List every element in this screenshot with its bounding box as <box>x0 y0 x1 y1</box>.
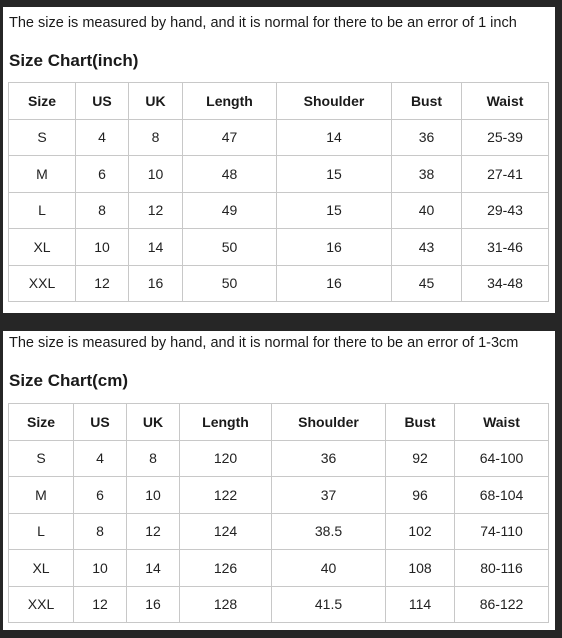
cell-waist: 34-48 <box>462 265 549 302</box>
cell-uk: 16 <box>127 586 180 623</box>
cell-size: L <box>9 192 76 229</box>
header-waist: Waist <box>462 83 549 120</box>
table-row <box>9 156 549 193</box>
cell-size: XL <box>9 550 74 587</box>
cell-us: 12 <box>76 265 129 302</box>
header-size: Size <box>9 404 74 441</box>
cell-bust: 114 <box>386 586 455 623</box>
table-header-row <box>9 404 549 441</box>
cell-shoulder: 15 <box>277 192 392 229</box>
cell-us: 10 <box>74 550 127 587</box>
cell-us: 4 <box>76 119 129 156</box>
table-row <box>9 586 549 623</box>
size-chart-inch-panel <box>3 7 555 313</box>
cell-bust: 45 <box>392 265 462 302</box>
cell-uk: 8 <box>129 119 183 156</box>
cell-length: 48 <box>183 156 277 193</box>
cell-waist: 74-110 <box>455 513 549 550</box>
cell-uk: 8 <box>127 440 180 477</box>
header-us: US <box>76 83 129 120</box>
cell-length: 120 <box>180 440 272 477</box>
cell-uk: 12 <box>129 192 183 229</box>
cell-shoulder: 38.5 <box>272 513 386 550</box>
cell-shoulder: 36 <box>272 440 386 477</box>
cell-length: 50 <box>183 265 277 302</box>
table-row <box>9 229 549 266</box>
cell-length: 122 <box>180 477 272 514</box>
header-size: Size <box>9 83 76 120</box>
table-row <box>9 119 549 156</box>
cell-us: 6 <box>74 477 127 514</box>
table-row <box>9 265 549 302</box>
table-header-row <box>9 83 549 120</box>
header-bust: Bust <box>386 404 455 441</box>
cell-length: 126 <box>180 550 272 587</box>
cell-waist: 27-41 <box>462 156 549 193</box>
cell-size: L <box>9 513 74 550</box>
cell-length: 124 <box>180 513 272 550</box>
cell-us: 12 <box>74 586 127 623</box>
table-row <box>9 440 549 477</box>
measurement-note: The size is measured by hand, and it is normal for there to be an error of 1-3cm <box>9 335 519 351</box>
cell-bust: 43 <box>392 229 462 266</box>
header-uk: UK <box>127 404 180 441</box>
table-row <box>9 477 549 514</box>
cell-us: 10 <box>76 229 129 266</box>
cell-length: 47 <box>183 119 277 156</box>
cell-length: 49 <box>183 192 277 229</box>
cell-bust: 102 <box>386 513 455 550</box>
header-shoulder: Shoulder <box>277 83 392 120</box>
cell-uk: 10 <box>127 477 180 514</box>
cell-waist: 86-122 <box>455 586 549 623</box>
cell-uk: 12 <box>127 513 180 550</box>
cell-bust: 92 <box>386 440 455 477</box>
header-waist: Waist <box>455 404 549 441</box>
cell-waist: 25-39 <box>462 119 549 156</box>
chart-title: Size Chart(cm) <box>9 371 129 390</box>
cell-bust: 108 <box>386 550 455 587</box>
cell-waist: 64-100 <box>455 440 549 477</box>
cell-size: XXL <box>9 586 74 623</box>
cell-bust: 36 <box>392 119 462 156</box>
cell-waist: 31-46 <box>462 229 549 266</box>
cell-shoulder: 16 <box>277 229 392 266</box>
cell-size: M <box>9 156 76 193</box>
cell-size: S <box>9 440 74 477</box>
cell-bust: 96 <box>386 477 455 514</box>
cell-us: 8 <box>74 513 127 550</box>
header-us: US <box>74 404 127 441</box>
cell-shoulder: 41.5 <box>272 586 386 623</box>
cell-shoulder: 14 <box>277 119 392 156</box>
cell-bust: 38 <box>392 156 462 193</box>
measurement-note: The size is measured by hand, and it is normal for there to be an error of 1 inch <box>9 15 517 31</box>
cell-waist: 80-116 <box>455 550 549 587</box>
table-row <box>9 550 549 587</box>
cell-size: XXL <box>9 265 76 302</box>
cell-waist: 68-104 <box>455 477 549 514</box>
cell-shoulder: 15 <box>277 156 392 193</box>
cell-us: 6 <box>76 156 129 193</box>
size-table-inch <box>8 82 549 302</box>
cell-us: 4 <box>74 440 127 477</box>
cell-shoulder: 16 <box>277 265 392 302</box>
table-row <box>9 192 549 229</box>
cell-us: 8 <box>76 192 129 229</box>
cell-uk: 10 <box>129 156 183 193</box>
cell-shoulder: 37 <box>272 477 386 514</box>
cell-size: S <box>9 119 76 156</box>
cell-size: XL <box>9 229 76 266</box>
cell-bust: 40 <box>392 192 462 229</box>
header-bust: Bust <box>392 83 462 120</box>
header-uk: UK <box>129 83 183 120</box>
header-length: Length <box>180 404 272 441</box>
chart-title: Size Chart(inch) <box>9 51 139 70</box>
cell-length: 50 <box>183 229 277 266</box>
cell-waist: 29-43 <box>462 192 549 229</box>
cell-length: 128 <box>180 586 272 623</box>
cell-uk: 14 <box>127 550 180 587</box>
cell-shoulder: 40 <box>272 550 386 587</box>
header-length: Length <box>183 83 277 120</box>
cell-uk: 14 <box>129 229 183 266</box>
header-shoulder: Shoulder <box>272 404 386 441</box>
cell-size: M <box>9 477 74 514</box>
size-chart-cm-panel <box>3 331 555 630</box>
table-row <box>9 513 549 550</box>
cell-uk: 16 <box>129 265 183 302</box>
size-table-cm <box>8 403 549 623</box>
